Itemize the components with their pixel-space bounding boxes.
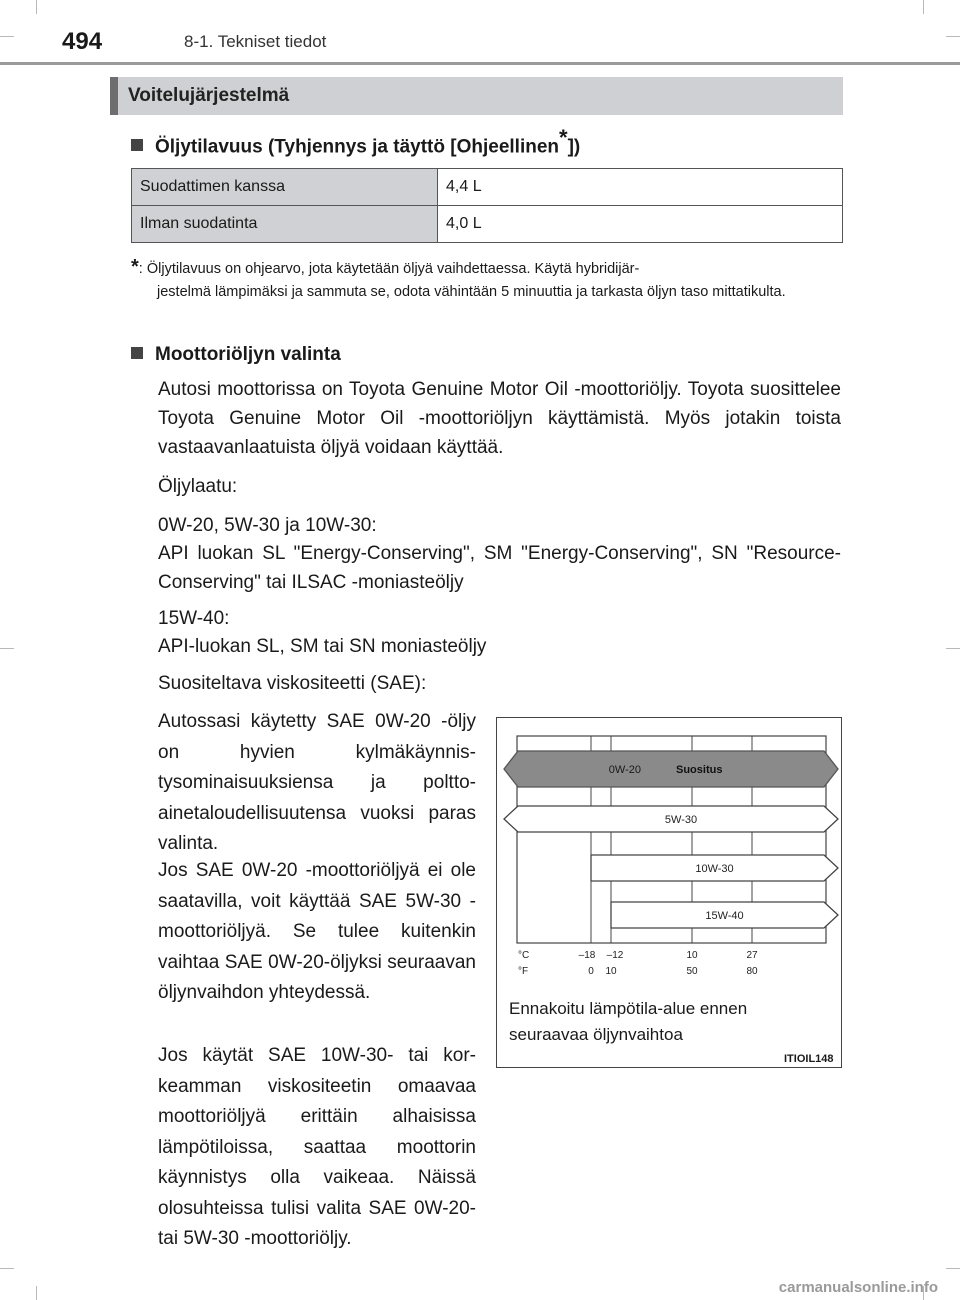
tick-label-celsius: –18 [578,950,596,961]
grade1-text: API luokan SL "Energy-Conserving", SM "Energy-Conserving", SN "Resource-Conserving" tai ILSAC -moniasteöljy [158,543,841,593]
grade1-title: 0W-20, 5W-30 ja 10W-30: [158,515,377,536]
capacity-heading-text: Öljytilavuus (Tyhjennys ja täyttö [Ohjeellinen [155,136,560,158]
bar-note: Suositus [676,764,723,776]
footnote-rest: jestelmä lämpimäksi ja sammuta se, odota vähintään 5 minuuttia ja tarkasta öljyn taso mittatikulta. [157,284,786,300]
chapter-title: 8-1. Tekniset tiedot [184,32,327,51]
paragraph-5w30: Jos SAE 0W-20 -moottoriöljyä ei ole saatavilla, voit käyttää SAE 5W-30 -moottoriöljyä. Se tulee kuitenkin vaihtaa SAE 0W-20-öljyksi seuraavan öljynvaihdon yhteydessä. [158,860,476,1003]
footnote [131,256,843,304]
crop-mark [946,648,960,649]
tick-label-celsius: –12 [606,950,624,961]
bar-label: 5W-30 [664,814,698,826]
footnote-star: * [131,256,139,278]
tick-label-fahrenheit: 50 [686,966,698,977]
bar-label: 0W-20 [608,764,641,776]
capacity-heading-end: ]) [567,136,581,158]
figure-id: ITIOIL148 [784,1053,834,1065]
grade2-title: 15W-40: [158,608,230,629]
chart-caption: Ennakoitu lämpötila-alue ennen seuraavaa öljynvaihtoa [509,999,748,1044]
bar-0w-20 [504,751,838,787]
tick-label-fahrenheit: 0 [588,966,594,977]
crop-mark [0,648,14,649]
intro-paragraph: Autosi moottorissa on Toyota Genuine Motor Oil -moottoriöljy. Toyota suosittelee Toyota Genuine Motor Oil -moottoriöljyn käyttämistä. Myös jotakin toista vastaavanlaatuista öljyä voidaan käyttää. [158,379,841,458]
header-rule [0,62,960,65]
oil-quality-label: Öljylaatu: [158,476,238,497]
viscosity-label: Suositeltava viskositeetti (SAE): [158,673,427,694]
selection-heading-text: Moottoriöljyn valinta [155,344,341,365]
paragraph-10w30: Jos käytät SAE 10W-30- tai kor-keamman viskositeetin omaavaa moottoriöljyä erittäin alhaisissa lämpötiloissa, saattaa moottorin käynnistys olla vaikeaa. Näissä olosuhteissa tulisi valita SAE 0W-20- tai 5W-30 -moottoriöljy. [158,1045,476,1249]
footnote-line1: : Öljytilavuus on ohjearvo, jota käytetään öljyä vaihdettaessa. Käytä hybridijär- [138,261,640,277]
axis-unit-celsius: °C [518,950,530,961]
watermark: carmanualsonline.info [778,1279,938,1296]
crop-mark [0,36,14,37]
crop-mark [946,1268,960,1269]
capacity-table [131,168,843,243]
tick-label-fahrenheit: 10 [605,966,617,977]
crop-mark [0,1268,14,1269]
bar-label: 10W-30 [695,863,734,875]
selection-heading [131,344,341,366]
crop-mark [923,0,924,14]
bullet-square-icon [131,347,143,359]
capacity-heading [131,125,580,158]
crop-mark [36,1286,37,1300]
paragraph-0w20: Autossasi käytetty SAE 0W-20 -öljy on hyvien kylmäkäynnis-tysominaisuuksiensa ja poltto-ainetaloudellisuutensa vuoksi paras valinta. [158,711,476,854]
axis-unit-fahrenheit: °F [518,966,529,977]
tick-label-fahrenheit: 80 [746,966,758,977]
page-number: 494 [62,28,103,55]
table-cell-value: 4,4 L [438,169,843,206]
table-row [132,169,843,206]
grade2-text: API-luokan SL, SM tai SN moniasteöljy [158,636,487,657]
tick-label-celsius: 10 [686,950,698,961]
crop-mark [36,0,37,14]
section-title: Voitelujärjestelmä [110,77,843,115]
bullet-square-icon [131,139,143,151]
table-cell-label: Suodattimen kanssa [132,169,438,206]
tick-label-celsius: 27 [746,950,758,961]
chart-bars [504,751,838,928]
bar-label: 15W-40 [705,910,744,922]
crop-mark [946,36,960,37]
table-row [132,206,843,243]
heading-star: * [559,125,568,150]
table-cell-value: 4,0 L [438,206,843,243]
chart-axis-labels [518,950,758,977]
table-cell-label: Ilman suodatinta [132,206,438,243]
